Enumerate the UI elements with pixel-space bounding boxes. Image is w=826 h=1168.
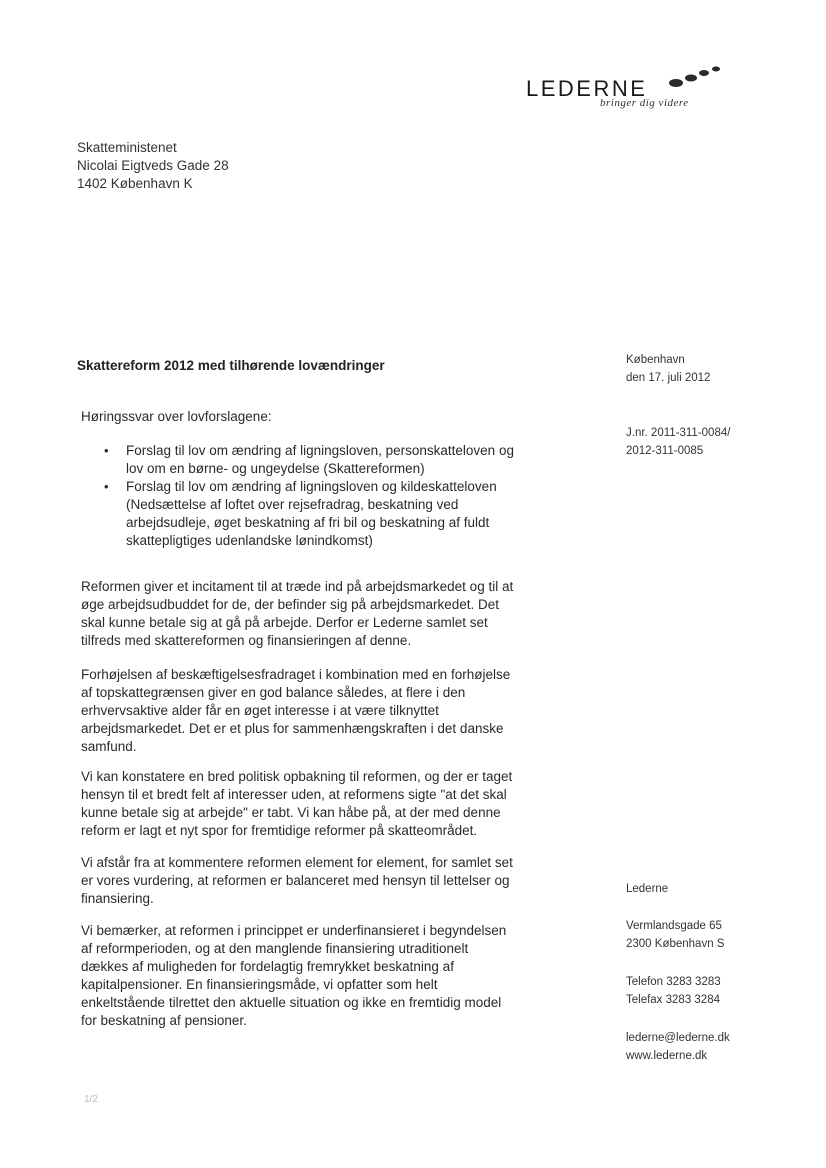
- paragraph-line: Forhøjelsen af beskæftigelsesfradraget i kombination med en forhøjelse: [81, 667, 511, 682]
- paragraph-line: arbejdsmarkedet. Det er et plus for sammenhængskraften i det danske: [81, 721, 504, 736]
- recipient-line: Skatteministenet: [77, 140, 177, 155]
- paragraph-line: skal kunne betale sig at gå på arbejde. Derfor er Lederne samlet set: [81, 615, 488, 630]
- paragraph-line: Vi bemærker, at reformen i princippet er underfinansieret i begyndelsen: [81, 923, 507, 938]
- paragraph-line: erhvervsaktive alder får en øget interesse i at være tilknyttet: [81, 703, 439, 718]
- logo-wordmark: LEDERNE: [526, 76, 648, 101]
- list-item-line: skattepligtiges udenlandske lønindkomst): [126, 533, 373, 548]
- list-item-line: • Forslag til lov om ændring af ligningsloven og kildeskatteloven: [126, 479, 497, 494]
- list-item-line: arbejdsudleje, øget beskatning af fri bil og beskatning af fuldt: [126, 515, 490, 530]
- list-item-line: lov om en børne- og ungeydelse (Skattereformen): [126, 461, 425, 476]
- logo-tagline: bringer dig videre: [600, 97, 689, 109]
- intro-text: Høringssvar over lovforslagene:: [81, 409, 272, 424]
- list-item-line: (Nedsættelse af loftet over rejsefradrag, beskatning ved: [126, 497, 459, 512]
- sender-website-link[interactable]: www.lederne.dk: [626, 1050, 708, 1062]
- sender-phone: Telefon 3283 3283: [626, 976, 721, 988]
- paragraph-line: tilfreds med skattereformen og finansieringen af denne.: [81, 633, 412, 648]
- recipient-line: Nicolai Eigtveds Gade 28: [77, 158, 229, 173]
- sender-city: 2300 København S: [626, 938, 725, 950]
- place-city: København: [626, 354, 685, 366]
- paragraph-line: Reformen giver et incitament til at træde ind på arbejdsmarkedet og til at: [81, 579, 514, 594]
- sender-fax: Telefax 3283 3284: [626, 994, 720, 1006]
- paragraph-line: Vi kan konstatere en bred politisk opbakning til reformen, og der er taget: [81, 769, 513, 784]
- paragraph-line: er vores vurdering, at reformen er balanceret med hensyn til lettelser og: [81, 873, 510, 888]
- paragraph: [81, 666, 581, 756]
- paragraph-line: reform er lagt et nyt spor for fremtidige reformer på skatteområdet.: [81, 823, 478, 838]
- list-item: [104, 442, 584, 478]
- page-number: 1/2: [84, 1094, 98, 1105]
- letter-subject: Skattereform 2012 med tilhørende lovændringer: [77, 358, 385, 373]
- paragraph-line: af topskattegrænsen giver en god balance således, at flere i den: [81, 685, 466, 700]
- letter-date: den 17. juli 2012: [626, 372, 711, 384]
- list-item-line: • Forslag til lov om ændring af ligningsloven, personskatteloven og: [126, 443, 514, 458]
- paragraph-line: hensyn til et bredt felt af interesser uden, at reformens sigte "at det skal: [81, 787, 507, 802]
- law-proposal-list: [104, 442, 584, 550]
- paragraph-line: finansiering.: [81, 891, 154, 906]
- lederne-logo: [520, 64, 730, 124]
- paragraph-line: kunne betale sig at arbejde" er tabt. Vi kan håbe på, at der med denne: [81, 805, 501, 820]
- paragraph-line: kapitalpensioner. En finansieringsmåde, vi opfatter som helt: [81, 977, 438, 992]
- paragraph-line: samfund.: [81, 739, 137, 754]
- logo-dots-icon: [668, 66, 728, 90]
- journal-number-line-1: J.nr. 2011-311-0084/: [626, 427, 731, 439]
- paragraph: [81, 578, 581, 650]
- paragraph: [81, 854, 581, 908]
- paragraph-line: for beskatning af pensioner.: [81, 1013, 247, 1028]
- paragraph-line: enkeltstående tilrettet den aktuelle situation og ikke en fremtidig model: [81, 995, 502, 1010]
- paragraph: [81, 768, 581, 840]
- paragraph-line: dækkes af muligheden for fordelagtig fremrykket beskatning af: [81, 959, 454, 974]
- paragraph-line: af reformperioden, og at den manglende finansiering utraditionelt: [81, 941, 469, 956]
- sender-email-link[interactable]: lederne@lederne.dk: [626, 1032, 730, 1044]
- paragraph: [81, 922, 581, 1030]
- list-item: [104, 478, 584, 550]
- paragraph-line: øge arbejdsudbuddet for de, der befinder sig på arbejdsmarkedet. Det: [81, 597, 500, 612]
- recipient-address: [77, 139, 229, 193]
- recipient-line: 1402 København K: [77, 176, 193, 191]
- journal-number-line-2: 2012-311-0085: [626, 445, 704, 457]
- sender-street: Vermlandsgade 65: [626, 920, 722, 932]
- sender-name: Lederne: [626, 883, 669, 895]
- paragraph-line: Vi afstår fra at kommentere reformen element for element, for samlet set: [81, 855, 513, 870]
